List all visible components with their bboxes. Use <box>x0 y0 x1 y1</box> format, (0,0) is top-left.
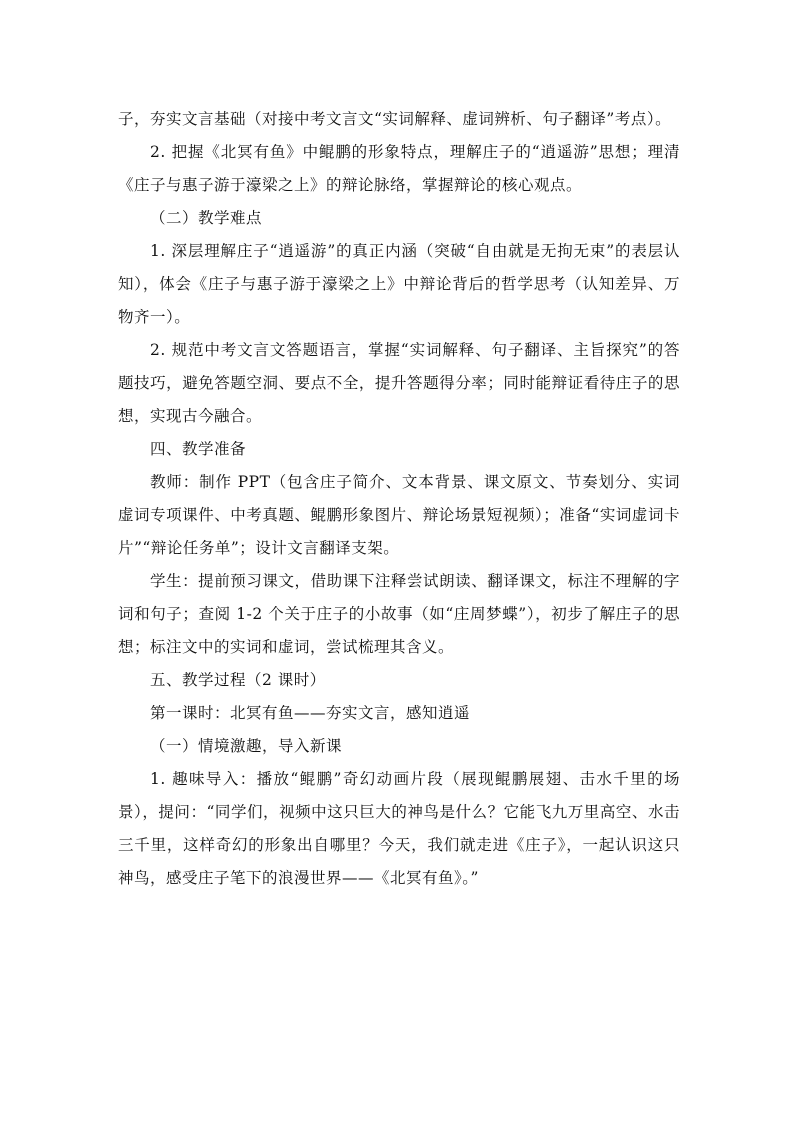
paragraph-student-prep: 学生：提前预习课文，借助课下注释尝试朗读、翻译课文，标注不理解的字词和句子；查阅 1-2 个关于庄子的小故事（如“庄周梦蝶”），初步了解庄子的思想；标注文中的实词和虚词，尝试梳理其含义。 <box>118 572 680 656</box>
lesson-one-title: 第一课时：北冥有鱼——夯实文言，感知逍遥 <box>150 704 471 722</box>
document-body <box>118 103 680 895</box>
section-heading-teaching-difficulties: （二）教学难点 <box>150 209 263 227</box>
section-heading-teaching-preparation: 四、教学准备 <box>150 440 247 458</box>
paragraph-intro: 1. 趣味导入：播放“鲲鹏”奇幻动画片段（展现鲲鹏展翅、击水千里的场景），提问：“同学们，视频中这只巨大的神鸟是什么？它能飞九万里高空、水击三千里，这样奇幻的形象出自哪里？今天，我们就走进《庄子》，一起认识这只神鸟，感受庄子笔下的浪漫世界——《北冥有鱼》。” <box>118 770 680 887</box>
paragraph-teacher-prep: 教师：制作 PPT（包含庄子简介、文本背景、课文原文、节奏划分、实词虚词专项课件、中考真题、鲲鹏形象图片、辩论场景短视频）；准备“实词虚词卡片”“辩论任务单”；设计文言翻译支架。 <box>118 473 680 557</box>
subsection-heading-intro: （一）情境激趣，导入新课 <box>150 737 343 755</box>
paragraph-1: 子，夯实文言基础（对接中考文言文“实词解释、虚词辨析、句子翻译”考点）。 <box>118 110 672 128</box>
paragraph-4: 2. 规范中考文言文答题语言，掌握“实词解释、句子翻译、主旨探究”的答题技巧，避免答题空洞、要点不全，提升答题得分率；同时能辩证看待庄子的思想，实现古今融合。 <box>118 341 680 425</box>
paragraph-3: 1. 深层理解庄子“逍遥游”的真正内涵（突破“自由就是无拘无束”的表层认知），体会《庄子与惠子游于濠梁之上》中辩论背后的哲学思考（认知差异、万物齐一）。 <box>118 242 680 326</box>
section-heading-teaching-process: 五、教学过程（2 课时） <box>150 671 326 689</box>
paragraph-2: 2. 把握《北冥有鱼》中鲲鹏的形象特点，理解庄子的“逍遥游”思想；理清《庄子与惠子游于濠梁之上》的辩论脉络，掌握辩论的核心观点。 <box>118 143 680 194</box>
